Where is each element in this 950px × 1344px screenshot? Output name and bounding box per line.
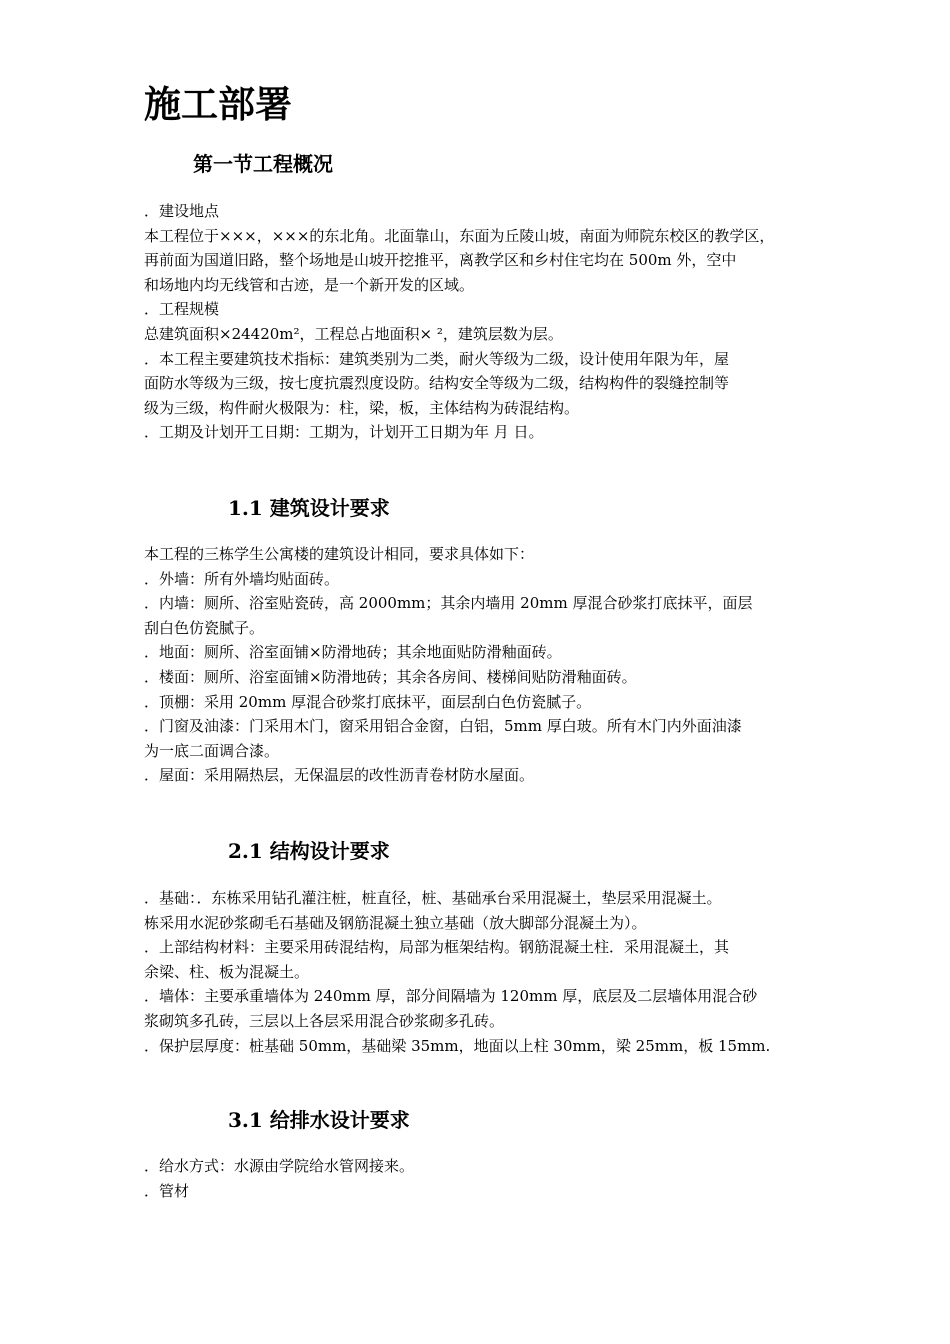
section-heading-overview: 第一节工程概况 [193,152,333,176]
paragraph-line: 刮白色仿瓷腻子。 [144,618,265,637]
paragraph-line: ．上部结构材料：主要采用砖混结构，局部为框架结构。钢筋混凝土柱．采用混凝土，其 [144,938,730,957]
paragraph-line: 浆砌筑多孔砖，三层以上各层采用混合砂浆砌多孔砖。 [144,1011,505,1030]
subsection-architecture-body [144,542,816,788]
paragraph-line: ．基础：．东栋采用钻孔灌注桩，桩直径，桩、基础承台采用混凝土，垫层采用混凝土。 [144,889,722,907]
paragraph-line: 面防水等级为三级，按七度抗震烈度设防。结构安全等级为二级，结构构件的裂缝控制等 [144,374,730,393]
paragraph-line: ．内墙：厕所、浴室贴瓷砖，高 2000mm；其余内墙用 20mm 厚混合砂浆打底抹平，面层 [144,594,753,613]
paragraph-line: 余梁、柱、板为混凝土。 [144,962,310,981]
subsection-structure-body [144,886,816,1058]
document-title: 施工部署 [144,82,292,126]
paragraph-line: 本工程的三栋学生公寓楼的建筑设计相同，要求具体如下： [144,545,535,563]
paragraph-line: ．本工程主要建筑技术指标：建筑类别为二类，耐火等级为二级，设计使用年限为年，屋 [144,349,730,368]
subsection-water-body [144,1154,816,1203]
paragraph-line: ．工期及计划开工日期：工期为，计划开工日期为年 月 日。 [144,423,544,442]
paragraph-line: 再前面为国道旧路，整个场地是山坡开挖推平，离教学区和乡村住宅均在 500m 外，空中 [144,251,737,270]
paragraph-line: ．给水方式：水源由学院给水管网接来。 [144,1157,415,1175]
paragraph-line: 为一底二面调合漆。 [144,741,280,760]
paragraph-line: ．顶棚：采用 20mm 厚混合砂浆打底抹平，面层刮白色仿瓷腻子。 [144,692,592,711]
paragraph-line: ．楼面：厕所、浴室面铺×防滑地砖；其余各房间、楼梯间贴防滑釉面砖。 [144,667,637,686]
paragraph-line: ．管材 [144,1181,190,1200]
paragraph-line: ．地面：厕所、浴室面铺×防滑地砖；其余地面贴防滑釉面砖。 [144,643,562,662]
paragraph-line: ．外墙：所有外墙均贴面砖。 [144,569,340,588]
paragraph-line: 级为三级，构件耐火极限为：柱，梁，板，主体结构为砖混结构。 [144,398,580,417]
paragraph-line: ．屋面：采用隔热层，无保温层的改性沥青卷材防水屋面。 [144,766,535,785]
paragraph-line: 栋采用水泥砂浆砌毛石基础及钢筋混凝土独立基础（放大脚部分混凝土为）。 [144,913,647,932]
paragraph-line: ．墙体：主要承重墙体为 240mm 厚，部分间隔墙为 120mm 厚，底层及二层墙体用混合砂 [144,987,758,1006]
section-overview-body [144,199,816,445]
subsection-heading-water: 3.1 给排水设计要求 [228,1108,410,1132]
paragraph-line: 总建筑面积×24420m²，工程总占地面积× ²，建筑层数为层。 [144,324,563,343]
paragraph-line: 本工程位于×××，×××的东北角。北面靠山，东面为丘陵山坡，南面为师院东校区的教学区， [144,226,775,245]
paragraph-line: ．工程规模 [144,300,220,319]
subsection-heading-structure: 2.1 结构设计要求 [228,839,390,863]
paragraph-line: ．建设地点 [144,202,220,220]
paragraph-line: 和场地内均无线管和古迹，是一个新开发的区域。 [144,275,475,294]
paragraph-line: ．门窗及油漆：门采用木门，窗采用铝合金窗，白铝，5mm 厚白玻。所有木门内外面油漆 [144,717,742,736]
paragraph-line: ．保护层厚度：桩基础 50mm，基础梁 35mm，地面以上柱 30mm，梁 25mm，板 15mm. [144,1036,771,1055]
subsection-heading-architecture: 1.1 建筑设计要求 [228,496,390,520]
